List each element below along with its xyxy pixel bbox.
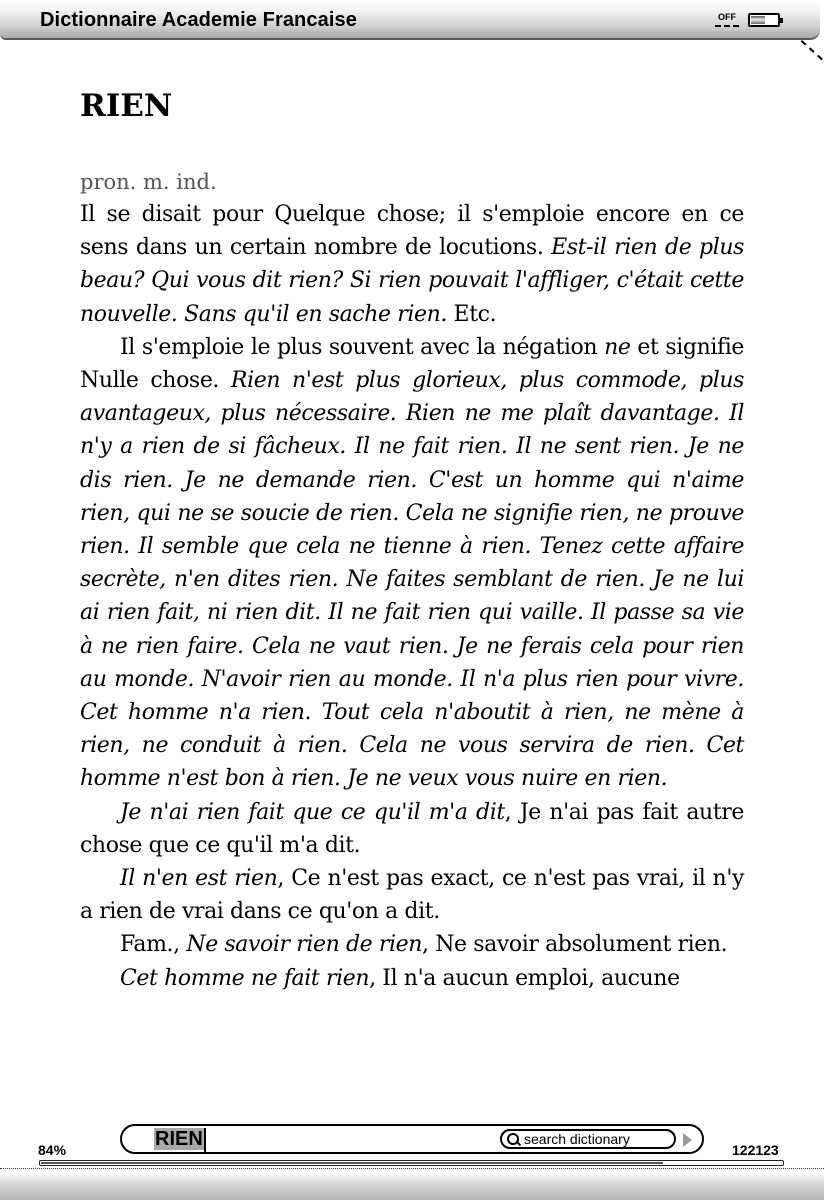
arrow-right-icon[interactable] xyxy=(683,1133,692,1147)
location-number: 122123 xyxy=(732,1142,779,1158)
definition-text: Il se disait pour Quelque chose; il s'emploie encore en ce sens dans un certain nombre de locutions. xyxy=(80,202,744,261)
status-bar xyxy=(0,0,820,40)
example-text: Je n'ai rien fait que ce qu'il m'a dit xyxy=(120,799,505,825)
search-input[interactable]: RIEN xyxy=(155,1128,203,1150)
definition-text: Fam., xyxy=(120,932,187,958)
search-dictionary-button[interactable] xyxy=(500,1129,676,1149)
reading-percent: 84% xyxy=(38,1142,67,1158)
definition-paragraph xyxy=(80,862,744,928)
dictionary-entry xyxy=(80,86,744,995)
app-title: Dictionnaire Academie Francaise xyxy=(40,9,357,31)
text-cursor xyxy=(204,1128,206,1152)
battery-icon xyxy=(748,13,780,27)
battery-nub xyxy=(780,18,783,23)
wireless-indicator xyxy=(715,25,739,27)
example-text: Ne savoir rien de rien xyxy=(186,932,423,958)
footer-divider xyxy=(0,1168,824,1170)
definition-text: Il s'emploie le plus souvent avec la négation xyxy=(120,334,605,360)
example-text: Est-il rien de plus beau? Qui vous dit rien? Si rien pouvait l'affliger, c'était cette nouvelle. Sans qu'il en sache rien. xyxy=(80,235,745,327)
definition-paragraph xyxy=(80,331,744,796)
bottom-frame xyxy=(0,1172,824,1200)
magnifier-icon xyxy=(507,1133,519,1145)
definition-body xyxy=(80,198,744,995)
definition-paragraph xyxy=(80,928,744,961)
example-text: Cet homme ne fait rien xyxy=(120,965,370,991)
definition-text: et signifie Nulle chose. xyxy=(80,334,744,394)
battery-level xyxy=(751,16,765,24)
definition-paragraph xyxy=(80,198,744,331)
reading-progress-bar xyxy=(39,1160,784,1166)
search-dictionary-label: search dictionary xyxy=(524,1131,630,1147)
example-text: Il n'en est rien xyxy=(120,866,278,892)
example-text: ne xyxy=(604,334,631,360)
definition-text: , Il n'a aucun emploi, aucune xyxy=(369,965,680,991)
definition-text: , Ce n'est pas exact, ce n'est pas vrai, il n'y a rien de vrai dans ce qu'on a dit. xyxy=(80,866,744,925)
example-text: Rien n'est plus glorieux, plus commode, plus avantageux, plus nécessaire. Rien ne me plaît davantage. Il n'y a rien de si fâcheux. Il ne fait rien. Il ne sent rien. Je ne dis rien. Je ne demande rien. C'est un homme qui n'aime rien, qui ne se soucie de rien. Cela ne signifie rien, ne prouve rien. Il semble que cela ne tienne à rien. Tenez cette affaire secrète, n'en dites rien. Ne faites semblant de rien. Je ne lui ai rien fait, ni rien dit. Il ne fait rien qui vaille. Il passe sa vie à ne rien faire. Cela ne vaut rien. Je ne ferais cela pour rien au monde. N'avoir rien au monde. Il n'a plus rien pour vivre. Cet homme n'a rien. Tout cela n'aboutit à rien, ne mène à rien, ne conduit à rien. Cela ne vous servira de rien. Cet homme n'est bon à rien. Je ne veux vous nuire en rien. xyxy=(80,368,744,792)
definition-text: , Ne savoir absolument rien. xyxy=(422,932,728,958)
wireless-status-icon xyxy=(715,12,739,30)
definition-paragraph xyxy=(80,962,744,995)
reading-progress-fill xyxy=(41,1162,663,1164)
definition-text: Etc. xyxy=(446,301,497,327)
definition-paragraph xyxy=(80,796,744,862)
definition-text: , Je n'ai pas fait autre chose que ce qu'il m'a dit. xyxy=(80,799,744,858)
headword: RIEN xyxy=(80,88,173,124)
wireless-label: OFF xyxy=(718,12,736,22)
page-corner-bookmark-icon[interactable] xyxy=(799,40,822,62)
part-of-speech: pron. m. ind. xyxy=(80,170,217,194)
search-bar[interactable] xyxy=(120,1124,704,1154)
